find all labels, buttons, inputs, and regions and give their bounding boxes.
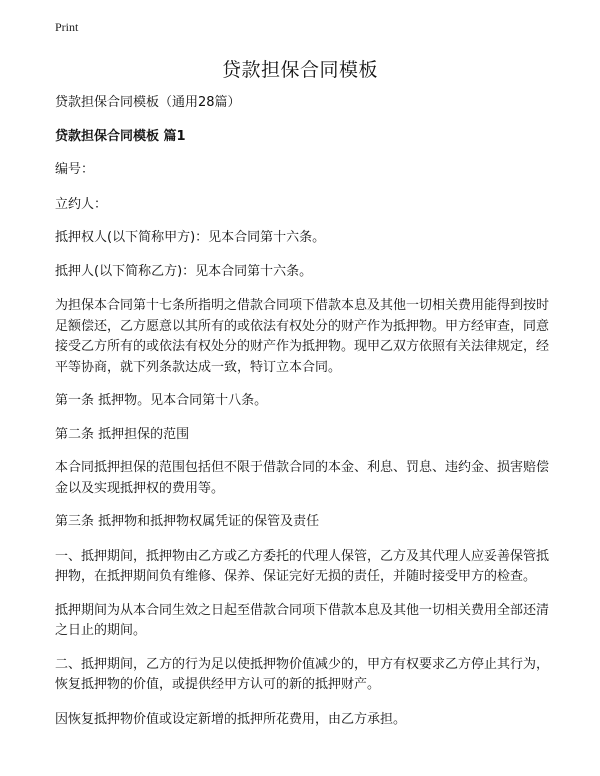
paragraph-scope: 本合同抵押担保的范围包括但不限于借款合同的本金、利息、罚息、违约金、损害赔偿金以及实现抵押权的费用等。 bbox=[55, 460, 550, 496]
document-title: 贷款担保合同模板 bbox=[221, 59, 378, 81]
document-body bbox=[55, 93, 550, 730]
document-subtitle: 贷款担保合同模板（通用28篇） bbox=[55, 95, 241, 110]
paragraph-preamble: 为担保本合同第十七条所指明之借款合同项下借款本息及其他一切相关费用能得到按时足额偿还，乙方愿意以其所有的或依法有权处分的财产作为抵押物。甲方经审查，同意接受乙方所有的或依法有权处分的财产作为抵押物。现甲乙双方依照有关法律规定，经平等协商，就下列条款达成一致，特订立本合同。 bbox=[55, 298, 550, 375]
paragraph-value-decrease: 二、抵押期间，乙方的行为足以使抵押物价值减少的，甲方有权要求乙方停止其行为，恢复抵押物的价值，或提供经甲方认可的新的抵押财产。 bbox=[55, 656, 550, 692]
paragraph-article-1: 第一条 抵押物。见本合同第十八条。 bbox=[55, 393, 268, 408]
paragraph-party: 立约人： bbox=[55, 196, 108, 212]
section-heading: 贷款担保合同模板 篇1 bbox=[55, 128, 186, 144]
paragraph-period: 抵押期间为从本合同生效之日起至借款合同项下借款本息及其他一切相关费用全部还清之日止的期间。 bbox=[55, 602, 550, 638]
paragraph-article-3: 第三条 抵押物和抵押物权属凭证的保管及责任 bbox=[55, 514, 320, 529]
paragraph-mortgagor: 抵押人(以下简称乙方)：见本合同第十六条。 bbox=[55, 263, 313, 279]
paragraph-article-2: 第二条 抵押担保的范围 bbox=[55, 426, 190, 442]
paragraph-custody: 一、抵押期间，抵押物由乙方或乙方委托的代理人保管，乙方及其代理人应妥善保管抵押物，在抵押期间负有维修、保养、保证完好无损的责任，并随时接受甲方的检查。 bbox=[55, 548, 550, 584]
paragraph-cost: 因恢复抵押物价值或设定新增的抵押所花费用，由乙方承担。 bbox=[55, 711, 407, 727]
paragraph-number: 编号： bbox=[55, 162, 95, 177]
print-link[interactable]: Print bbox=[55, 20, 79, 34]
paragraph-mortgagee: 抵押权人(以下简称甲方)：见本合同第十六条。 bbox=[55, 230, 326, 245]
